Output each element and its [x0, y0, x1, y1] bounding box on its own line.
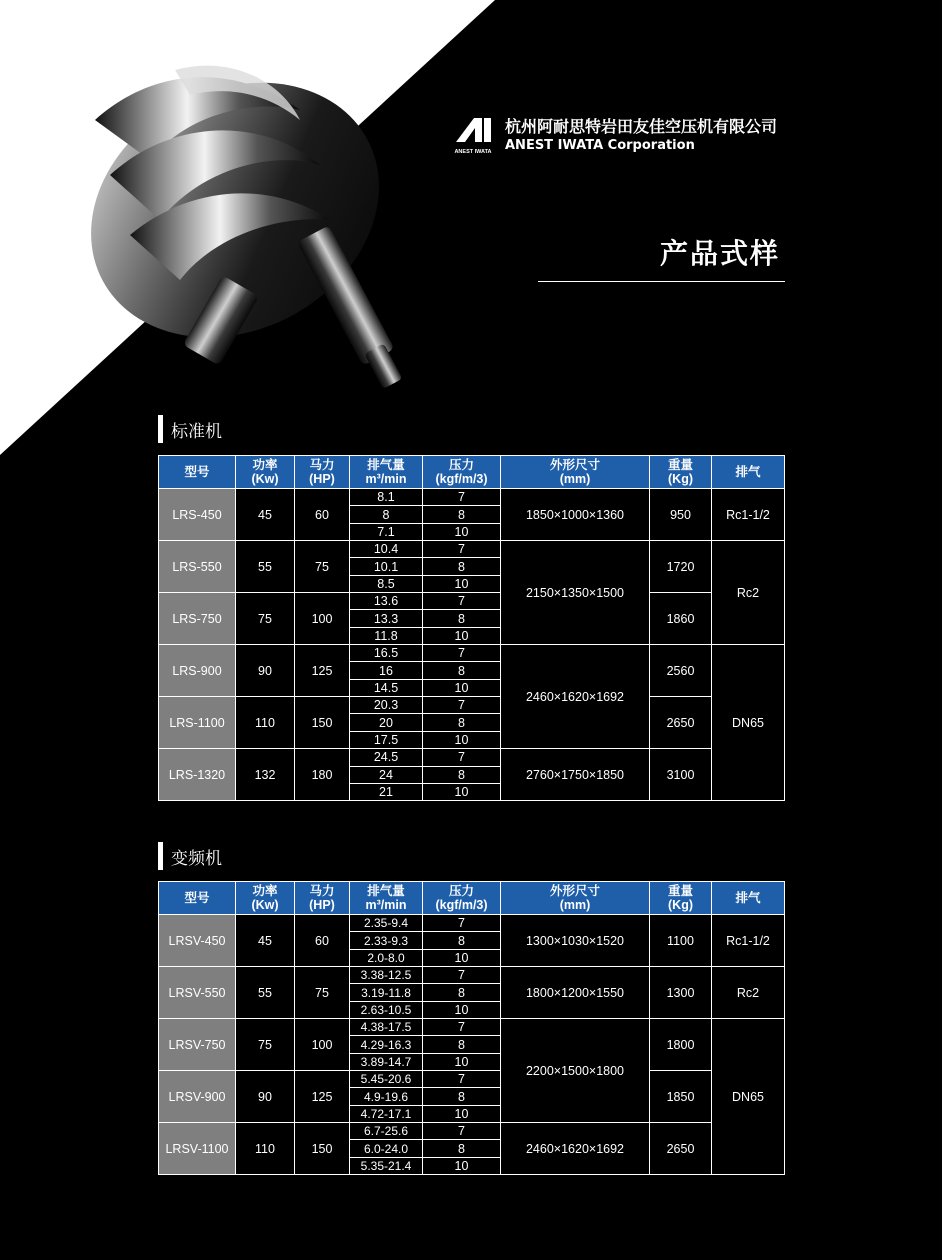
model-cell: LRS-450	[159, 489, 236, 541]
model-cell: LRS-1320	[159, 749, 236, 801]
pressure-cell: 8	[423, 766, 501, 783]
flow-cell: 4.9-19.6	[350, 1088, 423, 1105]
header-model: 型号	[159, 882, 236, 915]
power-cell: 75	[236, 593, 295, 645]
hp-cell: 100	[295, 1019, 350, 1071]
pressure-cell: 10	[423, 523, 501, 540]
dims-cell: 1300×1030×1520	[501, 915, 650, 967]
dims-cell: 1800×1200×1550	[501, 967, 650, 1019]
flow-cell: 16.5	[350, 645, 423, 662]
power-cell: 45	[236, 915, 295, 967]
flow-cell: 14.5	[350, 679, 423, 696]
outlet-cell: Rc1-1/2	[712, 915, 785, 967]
flow-cell: 16	[350, 662, 423, 679]
table-row	[159, 489, 785, 506]
power-cell: 110	[236, 697, 295, 749]
pressure-cell: 7	[423, 541, 501, 558]
table-row	[159, 1019, 785, 1036]
flow-cell: 13.6	[350, 593, 423, 610]
flow-cell: 20.3	[350, 697, 423, 714]
pressure-cell: 10	[423, 1105, 501, 1122]
anest-iwata-logo-icon	[452, 116, 494, 156]
pressure-cell: 10	[423, 949, 501, 966]
table-row	[159, 1071, 785, 1088]
header-hp: 马力 (HP)	[295, 456, 350, 489]
pressure-cell: 10	[423, 1001, 501, 1018]
header-model: 型号	[159, 456, 236, 489]
power-cell: 90	[236, 1071, 295, 1123]
weight-cell: 950	[650, 489, 712, 541]
model-cell: LRSV-1100	[159, 1123, 236, 1175]
pressure-cell: 7	[423, 967, 501, 984]
flow-cell: 11.8	[350, 627, 423, 644]
dims-cell: 2460×1620×1692	[501, 645, 650, 749]
standard-spec-table	[158, 455, 785, 801]
pressure-cell: 7	[423, 1019, 501, 1036]
svg-text:ANEST IWATA: ANEST IWATA	[454, 149, 492, 155]
outlet-cell: Rc1-1/2	[712, 489, 785, 541]
weight-cell: 1800	[650, 1019, 712, 1071]
flow-cell: 13.3	[350, 610, 423, 627]
pressure-cell: 7	[423, 915, 501, 932]
pressure-cell: 8	[423, 984, 501, 1001]
inverter-section-heading	[158, 842, 222, 870]
pressure-cell: 8	[423, 558, 501, 575]
flow-cell: 8	[350, 506, 423, 523]
power-cell: 75	[236, 1019, 295, 1071]
header-weight: 重量 (Kg)	[650, 456, 712, 489]
power-cell: 55	[236, 967, 295, 1019]
weight-cell: 1100	[650, 915, 712, 967]
flow-cell: 8.1	[350, 489, 423, 506]
pressure-cell: 7	[423, 749, 501, 766]
header-pressure: 压力 (kgf/m/3)	[423, 456, 501, 489]
header-flow: 排气量 m³/min	[350, 882, 423, 915]
standard-section-label: 标准机	[171, 421, 222, 442]
power-cell: 132	[236, 749, 295, 801]
model-cell: LRS-750	[159, 593, 236, 645]
outlet-cell: Rc2	[712, 967, 785, 1019]
outlet-cell: DN65	[712, 645, 785, 801]
header-weight: 重量 (Kg)	[650, 882, 712, 915]
weight-cell: 1850	[650, 1071, 712, 1123]
pressure-cell: 10	[423, 627, 501, 644]
pressure-cell: 8	[423, 1036, 501, 1053]
pressure-cell: 7	[423, 593, 501, 610]
table-row	[159, 1123, 785, 1140]
header-outlet: 排气	[712, 456, 785, 489]
table-row	[159, 697, 785, 714]
model-cell: LRS-900	[159, 645, 236, 697]
table-row	[159, 593, 785, 610]
flow-cell: 7.1	[350, 523, 423, 540]
flow-cell: 24.5	[350, 749, 423, 766]
header-flow: 排气量 m³/min	[350, 456, 423, 489]
pressure-cell: 10	[423, 783, 501, 800]
table-row	[159, 645, 785, 662]
standard-section-heading	[158, 415, 222, 443]
weight-cell: 2650	[650, 697, 712, 749]
pressure-cell: 8	[423, 662, 501, 679]
header-power: 功率 (Kw)	[236, 456, 295, 489]
model-cell: LRSV-450	[159, 915, 236, 967]
pressure-cell: 10	[423, 731, 501, 748]
hp-cell: 125	[295, 1071, 350, 1123]
header-power: 功率 (Kw)	[236, 882, 295, 915]
inverter-section-label: 变频机	[171, 848, 222, 869]
header-outlet: 排气	[712, 882, 785, 915]
flow-cell: 6.7-25.6	[350, 1123, 423, 1140]
section-marker	[158, 842, 163, 870]
dims-cell: 2460×1620×1692	[501, 1123, 650, 1175]
company-name-en: ANEST IWATA Corporation	[505, 138, 695, 153]
model-cell: LRSV-550	[159, 967, 236, 1019]
pressure-cell: 10	[423, 1053, 501, 1070]
table-row	[159, 967, 785, 984]
pressure-cell: 10	[423, 679, 501, 696]
weight-cell: 2650	[650, 1123, 712, 1175]
pressure-cell: 8	[423, 714, 501, 731]
flow-cell: 2.63-10.5	[350, 1001, 423, 1018]
flow-cell: 4.38-17.5	[350, 1019, 423, 1036]
flow-cell: 17.5	[350, 731, 423, 748]
power-cell: 90	[236, 645, 295, 697]
flow-cell: 4.29-16.3	[350, 1036, 423, 1053]
pressure-cell: 7	[423, 697, 501, 714]
flow-cell: 20	[350, 714, 423, 731]
pressure-cell: 10	[423, 575, 501, 592]
header-dims: 外形尺寸 (mm)	[501, 456, 650, 489]
page-title: 产品式样	[659, 237, 780, 270]
table-row	[159, 915, 785, 932]
hp-cell: 150	[295, 697, 350, 749]
flow-cell: 8.5	[350, 575, 423, 592]
power-cell: 55	[236, 541, 295, 593]
section-marker	[158, 415, 163, 443]
pressure-cell: 7	[423, 489, 501, 506]
dims-cell: 2200×1500×1800	[501, 1019, 650, 1123]
pressure-cell: 8	[423, 610, 501, 627]
pressure-cell: 8	[423, 1088, 501, 1105]
weight-cell: 3100	[650, 749, 712, 801]
table-row	[159, 541, 785, 558]
flow-cell: 10.4	[350, 541, 423, 558]
power-cell: 45	[236, 489, 295, 541]
pressure-cell: 8	[423, 506, 501, 523]
table-row	[159, 749, 785, 766]
hp-cell: 75	[295, 967, 350, 1019]
flow-cell: 5.45-20.6	[350, 1071, 423, 1088]
company-name-cn: 杭州阿耐思特岩田友佳空压机有限公司	[505, 117, 778, 136]
pressure-cell: 7	[423, 1071, 501, 1088]
hp-cell: 60	[295, 489, 350, 541]
hp-cell: 150	[295, 1123, 350, 1175]
hp-cell: 60	[295, 915, 350, 967]
inverter-spec-table	[158, 881, 785, 1175]
flow-cell: 3.38-12.5	[350, 967, 423, 984]
model-cell: LRSV-900	[159, 1071, 236, 1123]
weight-cell: 1720	[650, 541, 712, 593]
outlet-cell: DN65	[712, 1019, 785, 1175]
weight-cell: 2560	[650, 645, 712, 697]
hp-cell: 100	[295, 593, 350, 645]
dims-cell: 2150×1350×1500	[501, 541, 650, 645]
flow-cell: 6.0-24.0	[350, 1140, 423, 1157]
pressure-cell: 8	[423, 1140, 501, 1157]
model-cell: LRS-1100	[159, 697, 236, 749]
header-pressure: 压力 (kgf/m/3)	[423, 882, 501, 915]
header-dims: 外形尺寸 (mm)	[501, 882, 650, 915]
hp-cell: 125	[295, 645, 350, 697]
flow-cell: 2.33-9.3	[350, 932, 423, 949]
weight-cell: 1860	[650, 593, 712, 645]
flow-cell: 3.19-11.8	[350, 984, 423, 1001]
flow-cell: 5.35-21.4	[350, 1157, 423, 1174]
flow-cell: 2.0-8.0	[350, 949, 423, 966]
flow-cell: 2.35-9.4	[350, 915, 423, 932]
model-cell: LRSV-750	[159, 1019, 236, 1071]
flow-cell: 21	[350, 783, 423, 800]
pressure-cell: 10	[423, 1157, 501, 1174]
title-underline	[538, 281, 785, 282]
hp-cell: 75	[295, 541, 350, 593]
weight-cell: 1300	[650, 967, 712, 1019]
pressure-cell: 7	[423, 645, 501, 662]
flow-cell: 3.89-14.7	[350, 1053, 423, 1070]
flow-cell: 24	[350, 766, 423, 783]
model-cell: LRS-550	[159, 541, 236, 593]
header-hp: 马力 (HP)	[295, 882, 350, 915]
pressure-cell: 7	[423, 1123, 501, 1140]
dims-cell: 1850×1000×1360	[501, 489, 650, 541]
header-row	[159, 456, 785, 489]
hp-cell: 180	[295, 749, 350, 801]
dims-cell: 2760×1750×1850	[501, 749, 650, 801]
flow-cell: 10.1	[350, 558, 423, 575]
header-row	[159, 882, 785, 915]
pressure-cell: 8	[423, 932, 501, 949]
flow-cell: 4.72-17.1	[350, 1105, 423, 1122]
outlet-cell: Rc2	[712, 541, 785, 645]
power-cell: 110	[236, 1123, 295, 1175]
